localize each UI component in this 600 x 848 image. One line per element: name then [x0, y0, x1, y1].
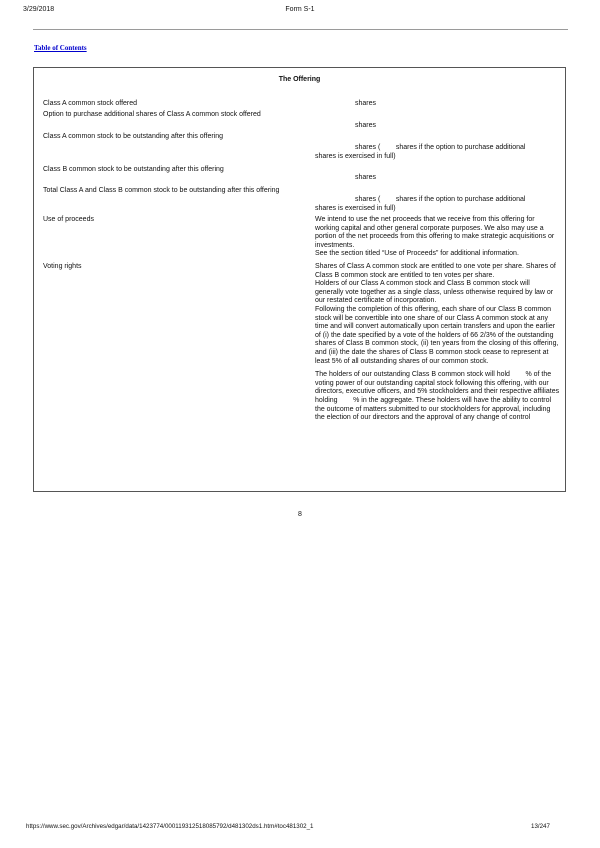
header-title: Form S-1: [285, 6, 315, 13]
header-rule: [33, 29, 568, 30]
page-number: 8: [298, 511, 302, 518]
table-of-contents-link[interactable]: Table of Contents: [34, 44, 87, 52]
value-line: shares is exercised in full): [315, 152, 396, 160]
row-value-class-a-offered: shares: [355, 100, 377, 107]
value-line: shares ( shares if the option to purchase additional: [355, 144, 526, 151]
offering-box: [33, 67, 566, 492]
row-label-voting-rights: Voting rights: [43, 263, 82, 270]
row-value-use-of-proceeds: [315, 216, 560, 259]
offering-title: The Offering: [278, 76, 321, 83]
use-of-proceeds-text: We intend to use the net proceeds that we receive from this offering for working capital and other general corporate purposes. We also may use a portion of the net proceeds from this offering to make strategic acquisitions or investments.: [315, 216, 555, 249]
voting-paragraph: Shares of Class A common stock are entitled to one vote per share. Shares of Class B common stock are entitled to ten votes per share.: [315, 263, 556, 279]
row-value-class-a-outstanding: [315, 144, 560, 161]
footer-url: https://www.sec.gov/Archives/edgar/data/1423774/000119312518085792/d481302ds1.htm#toc481302_1: [26, 823, 314, 830]
row-value-option: shares: [355, 122, 377, 129]
row-value-total-outstanding: [315, 196, 560, 213]
row-label-use-of-proceeds: Use of proceeds: [43, 216, 94, 223]
row-label-class-b-outstanding: Class B common stock to be outstanding after this offering: [43, 166, 224, 173]
voting-paragraph: Holders of our Class A common stock and Class B common stock will generally vote together as a single class, unless otherwise required by law or our restated certificate of incorporation.: [315, 280, 554, 305]
footer-page-count: 13/247: [531, 823, 550, 830]
row-label-class-a-offered: Class A common stock offered: [43, 100, 138, 107]
use-of-proceeds-reference: See the section titled “Use of Proceeds” for additional information.: [315, 250, 519, 258]
header-date: 3/29/2018: [23, 6, 55, 13]
row-label-class-a-outstanding: Class A common stock to be outstanding after this offering: [43, 133, 224, 140]
row-label-total-outstanding: Total Class A and Class B common stock to be outstanding after this offering: [43, 187, 280, 194]
row-value-class-b-outstanding: shares: [355, 174, 377, 181]
voting-paragraph: The holders of our outstanding Class B common stock will hold % of the voting power of our outstanding capital stock following this offering, with our directors, executive officers, and 5% stockholders and their respective affiliates holding % in the aggregate. These holders will have the ability to control the outcome of matters submitted to our stockholders for approval, including the election of our directors and the approval of any change of control: [315, 371, 562, 422]
value-line: shares is exercised in full): [315, 204, 396, 212]
value-line: shares ( shares if the option to purchase additional: [355, 196, 526, 203]
row-label-option: Option to purchase additional shares of Class A common stock offered: [43, 111, 261, 118]
voting-paragraph: Following the completion of this offering, each share of our Class B common stock will be convertible into one share of our Class A common stock at any time and will convert automatically upon certain transfers and upon the earlier of (i) the date specified by a vote of the holders of 66 2/3% of the outstanding shares of Class B common stock, (ii) ten years from the closing of this offering, and (iii) the date the shares of Class B common stock cease to represent at least 5% of all outstanding shares of our common stock.: [315, 305, 559, 365]
row-value-voting-rights: [315, 263, 560, 423]
